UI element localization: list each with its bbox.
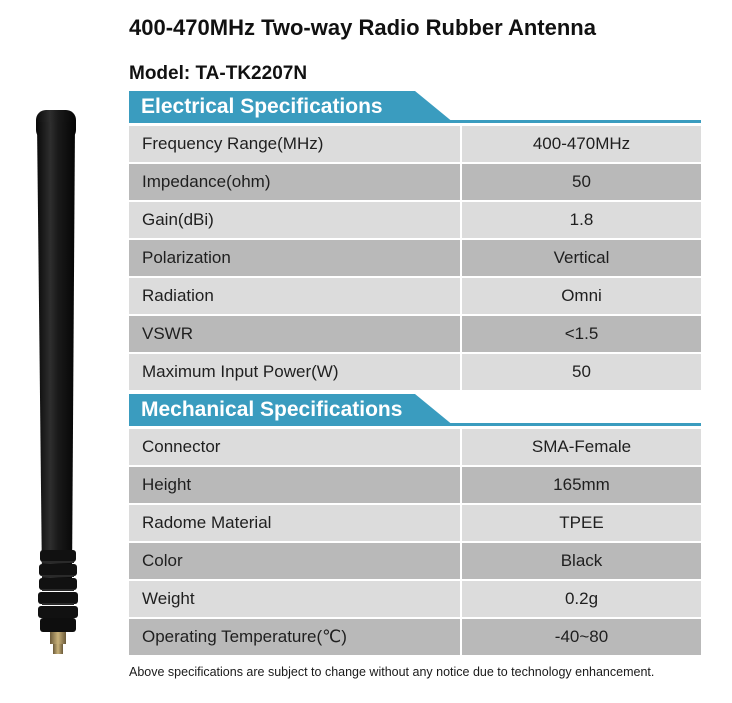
spec-value: Black [461, 542, 701, 580]
spec-label: Polarization [129, 239, 461, 277]
mechanical-specs-heading: Mechanical Specifications [141, 398, 403, 421]
table-row [129, 504, 701, 542]
table-row [129, 239, 701, 277]
spec-value: 50 [461, 163, 701, 201]
model-number: Model: TA-TK2207N [129, 63, 308, 84]
spec-label: Connector [129, 429, 461, 466]
table-row [129, 201, 701, 239]
rubber-antenna-icon [28, 110, 88, 655]
table-row [129, 618, 701, 656]
spec-value: SMA-Female [461, 429, 701, 466]
spec-label: Maximum Input Power(W) [129, 353, 461, 391]
mechanical-specs-table [129, 429, 701, 657]
spec-value: -40~80 [461, 618, 701, 656]
disclaimer-footnote: Above specifications are subject to change without any notice due to technology enhancement. [129, 665, 655, 679]
page-title: 400-470MHz Two-way Radio Rubber Antenna [129, 15, 596, 40]
table-row [129, 542, 701, 580]
spec-value: 165mm [461, 466, 701, 504]
spec-label: Color [129, 542, 461, 580]
mechanical-specs-header [129, 394, 701, 426]
table-row [129, 353, 701, 391]
table-row [129, 466, 701, 504]
spec-label: Radiation [129, 277, 461, 315]
spec-value: 0.2g [461, 580, 701, 618]
table-row [129, 163, 701, 201]
spec-value: Omni [461, 277, 701, 315]
electrical-specs-header [129, 91, 701, 123]
spec-label: Impedance(ohm) [129, 163, 461, 201]
spec-label: Frequency Range(MHz) [129, 126, 461, 163]
electrical-specs-heading: Electrical Specifications [141, 95, 383, 118]
spec-value: TPEE [461, 504, 701, 542]
table-row [129, 277, 701, 315]
spec-label: Operating Temperature(℃) [129, 618, 461, 656]
spec-label: Height [129, 466, 461, 504]
spec-value: <1.5 [461, 315, 701, 353]
spec-value: 50 [461, 353, 701, 391]
table-row [129, 429, 701, 466]
spec-value: 1.8 [461, 201, 701, 239]
spec-value: 400-470MHz [461, 126, 701, 163]
spec-label: VSWR [129, 315, 461, 353]
spec-label: Gain(dBi) [129, 201, 461, 239]
spec-label: Weight [129, 580, 461, 618]
spec-label: Radome Material [129, 504, 461, 542]
spec-value: Vertical [461, 239, 701, 277]
table-row [129, 580, 701, 618]
table-row [129, 126, 701, 163]
electrical-specs-table [129, 126, 701, 392]
table-row [129, 315, 701, 353]
